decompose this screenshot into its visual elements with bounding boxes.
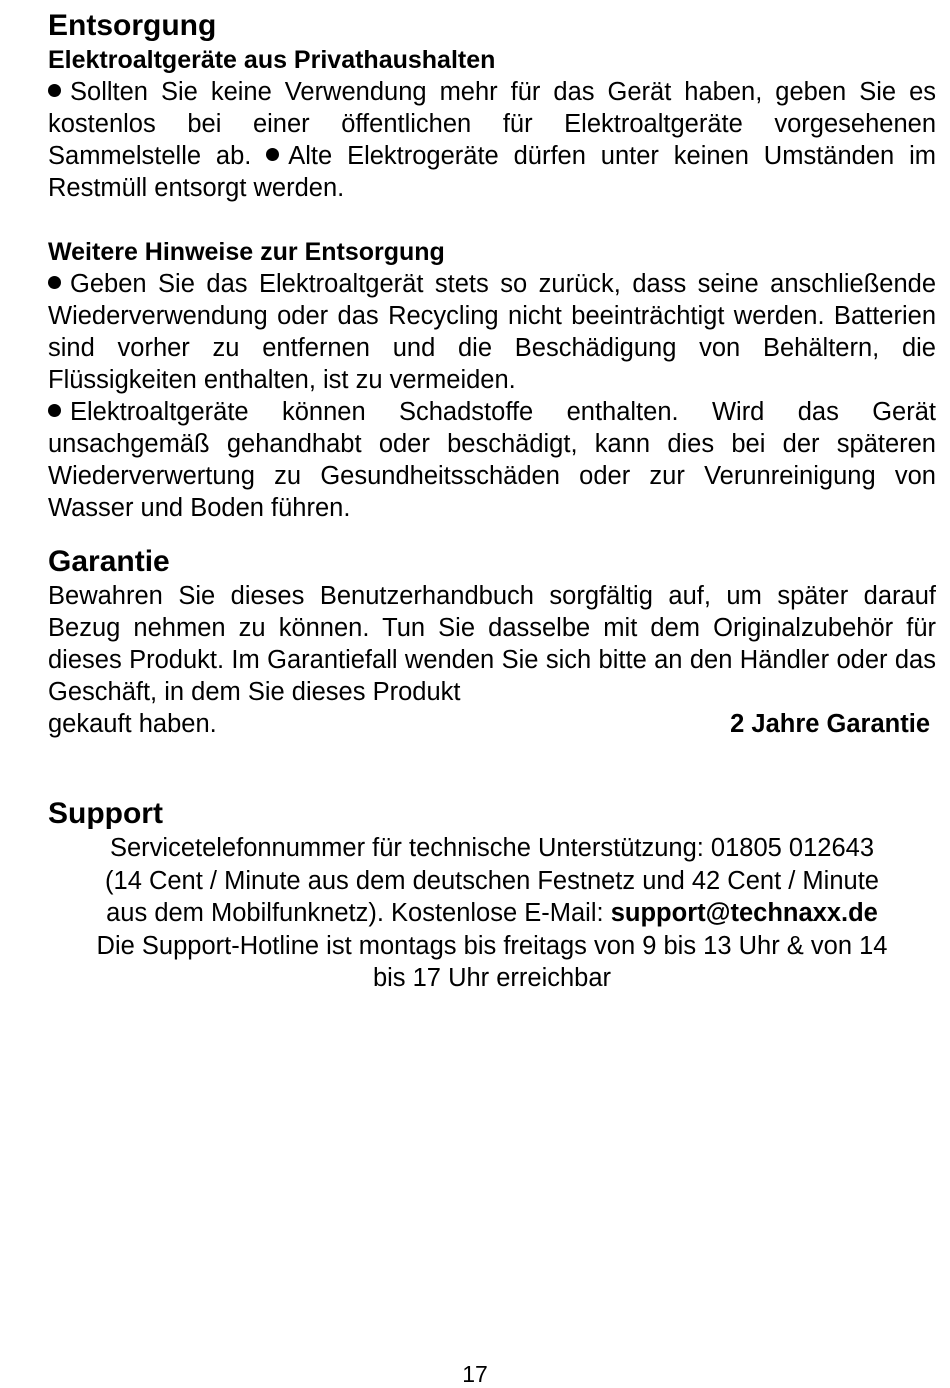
further-notes-text-1: Geben Sie das Elektroaltgerät stets so zurück, dass seine anschließende Wiederverwendung oder das Recycling nicht beeinträchtigt werden. Batterien sind vorher zu entfernen und die Beschädigung von Behältern, die Flüssigkeiten enthalten, ist zu vermeiden. xyxy=(48,270,936,394)
disposal-subtitle: Elektroaltgeräte aus Privathaushalten xyxy=(48,46,496,74)
disposal-paragraph xyxy=(48,76,936,204)
support-email-line xyxy=(48,897,936,930)
warranty-text: Bewahren Sie dieses Benutzerhandbuch sorgfältig auf, um später darauf Bezug nehmen zu können. Tun Sie dasselbe mit dem Originalzubehör für dieses Produkt. Im Garantiefall wenden Sie sich bitte an den Händler oder das Geschäft, in dem Sie dieses Produkt xyxy=(48,582,936,706)
warranty-last-line xyxy=(48,708,936,740)
disposal-text-2: Alte Elektrogeräte dürfen unter keinen Umständen im Restmüll entsorgt werden. xyxy=(48,142,936,202)
warranty-last-text: gekauft haben. xyxy=(48,710,217,738)
spacer xyxy=(48,524,936,544)
support-block xyxy=(48,832,936,995)
warranty-title: Garantie xyxy=(48,545,170,578)
spacer xyxy=(48,204,936,236)
bullet-icon xyxy=(48,276,61,289)
warranty-badge: 2 Jahre Garantie xyxy=(730,710,930,738)
further-notes-title: Weitere Hinweise zur Entsorgung xyxy=(48,238,445,266)
support-title: Support xyxy=(48,797,163,830)
spacer xyxy=(48,740,936,796)
disposal-title: Entsorgung xyxy=(48,9,217,42)
bullet-icon xyxy=(48,84,61,97)
bullet-icon xyxy=(266,148,279,161)
page-number: 17 xyxy=(462,1361,488,1387)
further-notes-text-2: Elektroaltgeräte können Schadstoffe enthalten. Wird das Gerät unsachgemäß gehandhabt oder beschädigt, kann dies bei der späteren Wiederverwertung zu Gesundheitsschäden oder zur Verunreinigung von Wasser und Boden führen. xyxy=(48,398,936,522)
disposal-text-1: Sollten Sie keine Verwendung mehr für das Gerät haben, geben Sie es kostenlos bei einer öffentlichen für Elektroaltgeräte vorgesehenen Sammelstelle ab. xyxy=(48,78,936,170)
support-phone-line: Servicetelefonnummer für technische Unterstützung: 01805 012643 xyxy=(109,834,875,862)
support-email-address[interactable]: support@technaxx.de xyxy=(610,899,878,927)
manual-page xyxy=(48,8,936,995)
further-notes-bullet-1 xyxy=(48,268,936,396)
support-hours-line-1: Die Support-Hotline ist montags bis freitags von 9 bis 13 Uhr & von 14 xyxy=(96,931,888,960)
bullet-icon xyxy=(48,404,61,417)
support-cost-line: (14 Cent / Minute aus dem deutschen Festnetz und 42 Cent / Minute xyxy=(105,866,879,895)
support-hours-line-2: bis 17 Uhr erreichbar xyxy=(372,964,612,992)
support-email-label: aus dem Mobilfunknetz). Kostenlose E-Mail: xyxy=(106,899,604,927)
further-notes-bullet-2 xyxy=(48,396,936,524)
